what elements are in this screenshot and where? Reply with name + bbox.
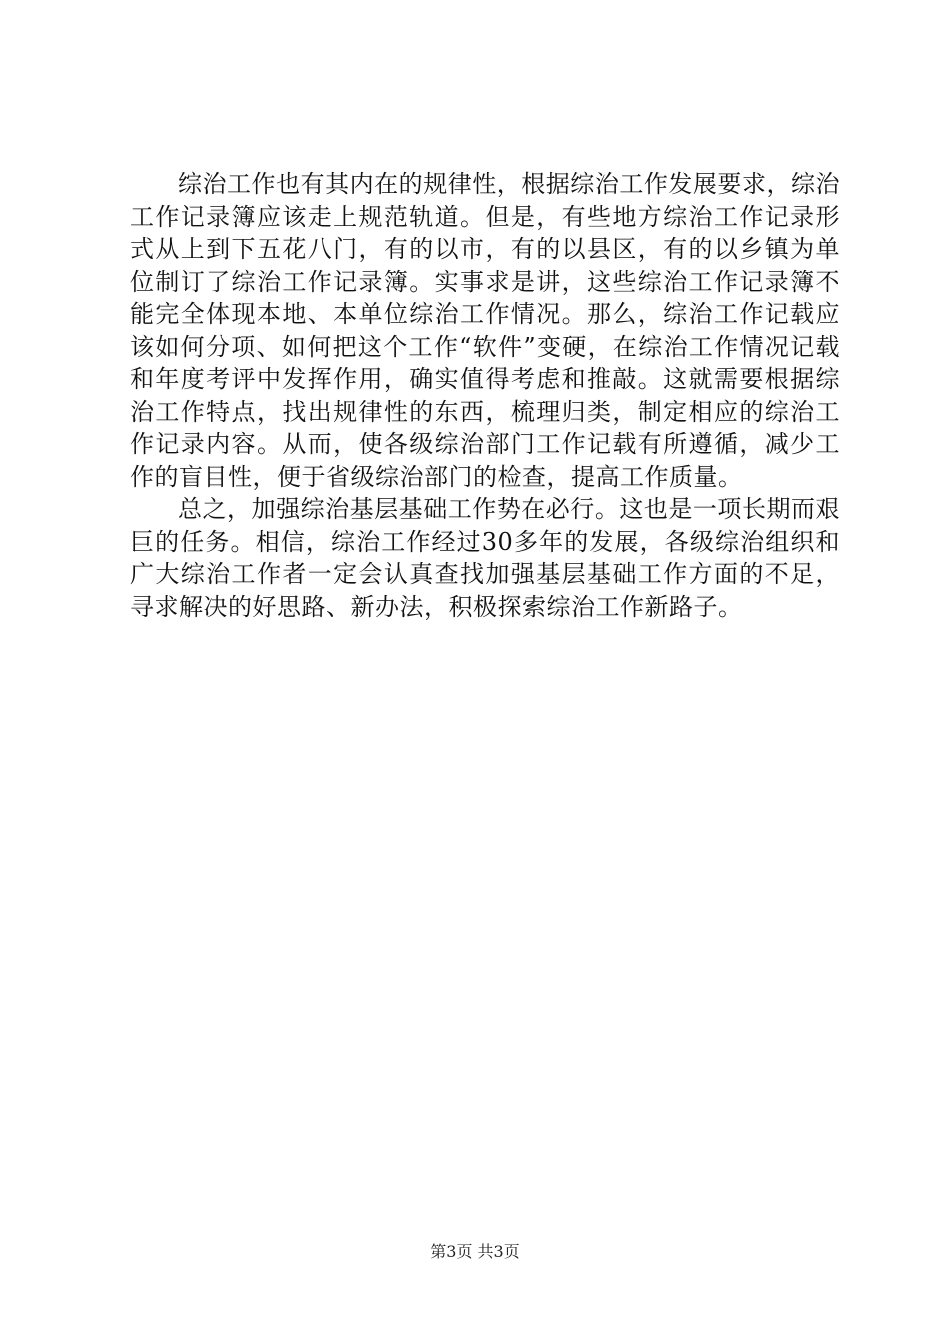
paragraph-2: 总之，加强综治基层基础工作势在必行。这也是一项长期而艰巨的任务。相信，综治工作经过30多年的发展，各级综治组织和广大综治工作者一定会认真查找加强基层基础工作方面的不足，寻求解决的好思路、新办法，积极探索综治工作新路子。 [130,495,840,621]
paragraph-1: 综治工作也有其内在的规律性，根据综治工作发展要求，综治工作记录簿应该走上规范轨道。但是，有些地方综治工作记录形式从上到下五花八门，有的以市，有的以县区，有的以乡镇为单位制订了综治工作记录簿。实事求是讲，这些综治工作记录簿不能完全体现本地、本单位综治工作情况。那么，综治工作记载应该如何分项、如何把这个工作“软件”变硬，在综治工作情况记载和年度考评中发挥作用，确实值得考虑和推敲。这就需要根据综治工作特点，找出规律性的东西，梳理归类，制定相应的综治工作记录内容。从而，使各级综治部门工作记载有所遵循，减少工作的盲目性，便于省级综治部门的检查，提高工作质量。 [130,170,840,491]
document-body [130,168,840,623]
page-number-footer: 第3页 共3页 [430,1242,520,1261]
